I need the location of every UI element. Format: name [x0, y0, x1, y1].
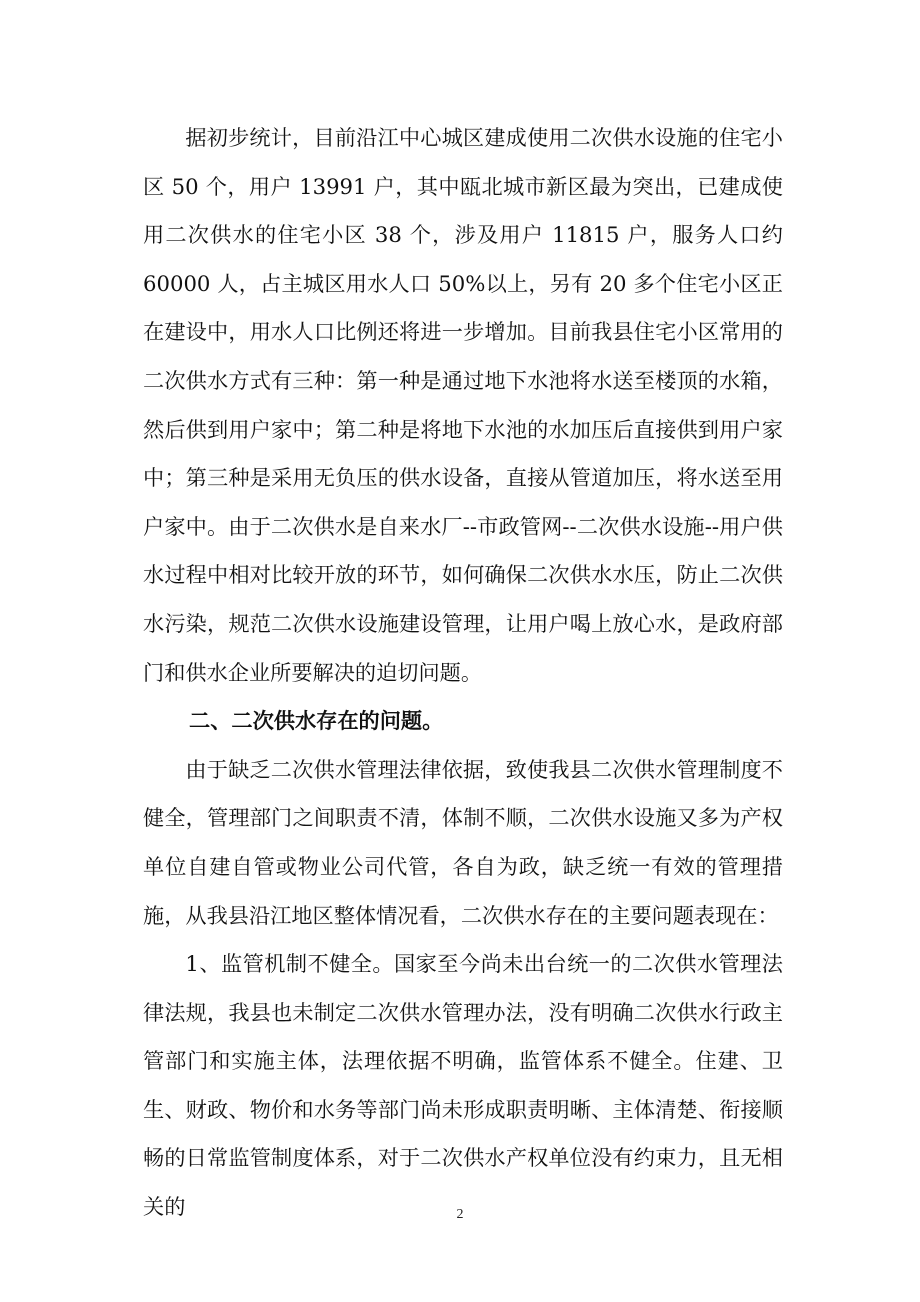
paragraph-statistics: 据初步统计，目前沿江中心城区建成使用二次供水设施的住宅小区 50 个，用户 13991 户，其中瓯北城市新区最为突出，已建成使用二次供水的住宅小区 38 个，涉及用户 11815 户，服务人口约 60000 人，占主城区用水人口 50%以上，另有 20 多个住宅小区正在建设中，用水人口比例还将进一步增加。目前我县住宅小区常用的二次供水方式有三种：第一种是通过地下水池将水送至楼顶的水箱，然后供到用户家中；第二种是将地下水池的水加压后直接供到用户家中；第三种是采用无负压的供水设备，直接从管道加压，将水送至用户家中。由于二次供水是自来水厂--市政管网--二次供水设施--用户供水过程中相对比较开放的环节，如何确保二次供水水压，防止二次供水污染，规范二次供水设施建设管理，让用户喝上放心水，是政府部门和供水企业所要解决的迫切问题。: [143, 125, 783, 685]
paragraph-problems-intro: 由于缺乏二次供水管理法律依据，致使我县二次供水管理制度不健全，管理部门之间职责不清，体制不顺，二次供水设施又多为产权单位自建自管或物业公司代管，各自为政，缺乏统一有效的管理措施，从我县沿江地区整体情况看，二次供水存在的主要问题表现在：: [143, 756, 783, 928]
paragraph-problem-1: 1、监管机制不健全。国家至今尚未出台统一的二次供水管理法律法规，我县也未制定二次供水管理办法，没有明确二次供水行政主管部门和实施主体，法理依据不明确，监管体系不健全。住建、卫生、财政、物价和水务等部门尚未形成职责明晰、主体清楚、衔接顺畅的日常监管制度体系，对于二次供水产权单位没有约束力，且无相关的: [143, 951, 783, 1220]
section-heading-problems: 二、二次供水存在的问题。: [189, 708, 444, 734]
document-body: [143, 114, 783, 1232]
page-number: 2: [456, 1207, 464, 1222]
